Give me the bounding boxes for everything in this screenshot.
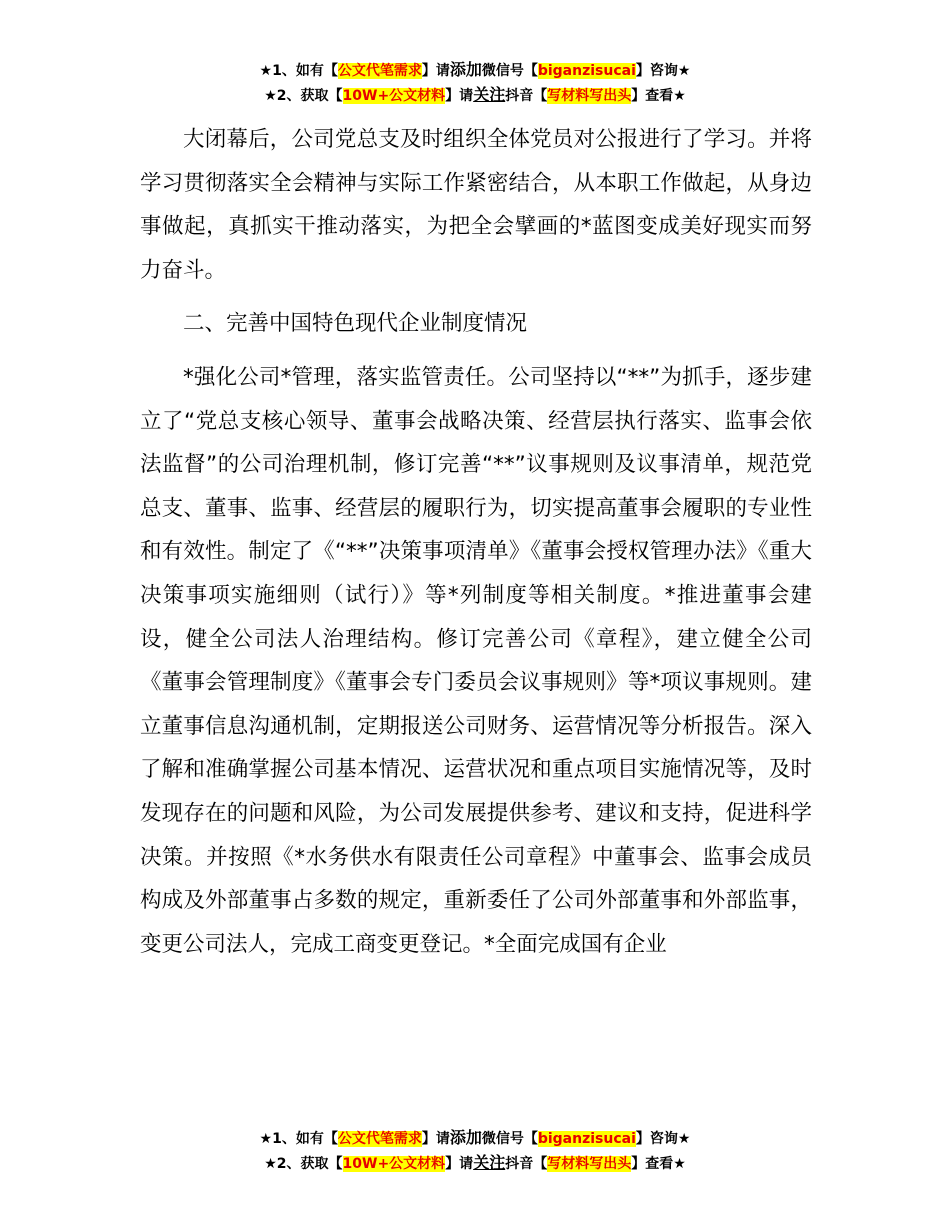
section-heading-2: 二、完善中国特色现代企业制度情况: [183, 311, 528, 337]
footer-line-1: [0, 1126, 950, 1151]
footer-line-1-suffix: 】咨询★: [635, 1131, 691, 1147]
header-line-1-emphasis: 添加: [449, 60, 482, 79]
footer-line-2-emphasis: 关注: [473, 1153, 506, 1172]
footer-line-2-highlight-douyin: 写材料写出头: [547, 1156, 632, 1172]
footer-line-2: [0, 1151, 950, 1176]
header-line-1-highlight-wechat: biganzisucai: [537, 63, 636, 79]
footer-line-1-emphasis: 添加: [449, 1128, 482, 1147]
body-paragraph-1: 大闭幕后，公司党总支及时组织全体党员对公报进行了学习。并将学习贯彻落实全会精神与实际工作紧密结合，从本职工作做起，从身边事做起，真抓实干推动落实，为把全会擘画的*蓝图变成美好现实而努力奋斗。: [140, 127, 812, 283]
header-line-2-highlight-materials: 10W+公文材料: [342, 88, 446, 104]
header-line-1-mid: 】请: [421, 63, 450, 79]
header-line-2-mid: 】请: [445, 88, 474, 104]
header-line-2-highlight-douyin: 写材料写出头: [547, 88, 632, 104]
footer-line-2-mid2: 抖音【: [505, 1156, 548, 1172]
header-banner: [0, 58, 950, 108]
footer-line-1-mid: 】请: [421, 1131, 450, 1147]
footer-banner: [0, 1126, 950, 1176]
header-line-2-emphasis: 关注: [473, 85, 506, 104]
header-line-1-prefix: ★1、如有【: [259, 63, 338, 79]
header-line-2-suffix: 】查看★: [631, 88, 686, 104]
document-body: [140, 118, 812, 966]
footer-line-1-prefix: ★1、如有【: [259, 1131, 338, 1147]
footer-line-2-prefix: ★2、获取【: [264, 1156, 343, 1172]
footer-line-2-suffix: 】查看★: [631, 1156, 686, 1172]
body-paragraph-2: *强化公司*管理，落实监管责任。公司坚持以“**”为抓手，逐步建立了“党总支核心领导、董事会战略决策、经营层执行落实、监事会依法监督”的公司治理机制，修订完善“**”议事规则及议事清单，规范党总支、董事、监事、经营层的履职行为，切实提高董事会履职的专业性和有效性。制定了《“**”决策事项清单》《董事会授权管理办法》《重大决策事项实施细则（试行）》等*列制度等相关制度。*推进董事会建设，健全公司法人治理结构。修订完善公司《章程》，建立健全公司《董事会管理制度》《董事会专门委员会议事规则》等*项议事规则。建立董事信息沟通机制，定期报送公司财务、运营情况等分析报告。深入了解和准确掌握公司基本情况、运营状况和重点项目实施情况等，及时发现存在的问题和风险，为公司发展提供参考、建议和支持，促进科学决策。并按照《*水务供水有限责任公司章程》中董事会、监事会成员构成及外部董事占多数的规定，重新委任了公司外部董事和外部监事，变更公司法人，完成工商变更登记。*全面完成国有企业: [140, 364, 812, 957]
header-line-2-mid2: 抖音【: [505, 88, 548, 104]
header-line-2: [0, 83, 950, 108]
footer-line-2-mid: 】请: [445, 1156, 474, 1172]
header-line-1: [0, 58, 950, 83]
footer-line-1-highlight-service: 公文代笔需求: [337, 1131, 422, 1147]
header-line-1-suffix: 】咨询★: [635, 63, 691, 79]
footer-line-2-highlight-materials: 10W+公文材料: [342, 1156, 446, 1172]
footer-line-1-highlight-wechat: biganzisucai: [537, 1131, 636, 1147]
footer-line-1-mid2: 微信号【: [481, 1131, 538, 1147]
header-line-2-prefix: ★2、获取【: [264, 88, 343, 104]
header-line-1-mid2: 微信号【: [481, 63, 538, 79]
header-line-1-highlight-service: 公文代笔需求: [337, 63, 422, 79]
